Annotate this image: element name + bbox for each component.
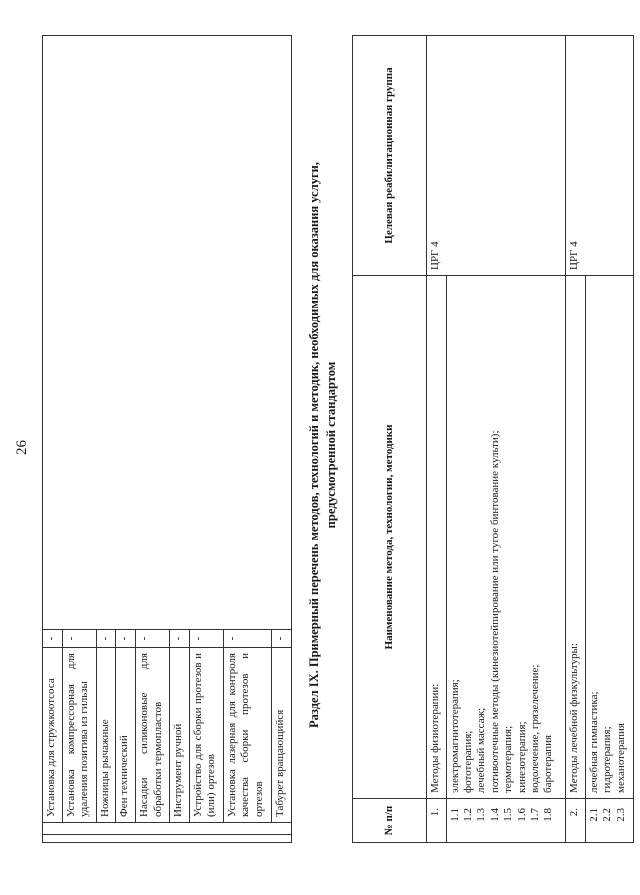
table-row (43, 36, 63, 843)
item-texts (446, 276, 566, 799)
equipment-name: Фен технический (116, 648, 136, 823)
page-number: 26 (14, 440, 30, 455)
table-row (427, 36, 447, 843)
group-title: Методы лечебной физкультуры: (566, 276, 586, 799)
blank-cell (43, 36, 292, 630)
group-number: 2. (566, 799, 586, 843)
method-item: термотерапия; (502, 725, 515, 793)
table-header-row (353, 36, 427, 843)
equipment-qty: - (136, 630, 170, 648)
equipment-name: Установка лазерная для контроля качества сборки протезов и ортезов (223, 648, 271, 823)
equipment-name: Устройство для сборки протезов и (или) ортезов (189, 648, 223, 823)
column-header-name: Наименование метода, технологии, методики (353, 276, 427, 799)
equipment-qty: - (43, 630, 63, 648)
equipment-qty: - (96, 630, 116, 648)
item-number: 1.8 (542, 808, 555, 822)
equipment-table (42, 35, 292, 843)
group-number: 1. (427, 799, 447, 843)
item-numbers (585, 799, 633, 843)
equipment-name: Инструмент ручной (170, 648, 190, 823)
method-item: баротерапия (542, 734, 555, 793)
equipment-qty: - (189, 630, 223, 648)
method-item: механотерапия (614, 723, 627, 793)
method-item: водолечение, грязелечение; (529, 664, 542, 793)
method-item: потивоотечные методы (кинезиотейпирование или тугое бинтование культи); (488, 430, 501, 793)
method-item: фототерапия; (462, 730, 475, 793)
method-item: лечебный массаж; (475, 707, 488, 793)
target-group: ЦРГ 4 (566, 36, 634, 276)
method-item: гидротерапия; (601, 726, 614, 793)
equipment-qty: - (223, 630, 271, 648)
section-title: Раздел IX. Примерный перечень методов, технологий и методик, необходимых для оказания услуги, предусмотренной стандартом (307, 162, 338, 728)
equipment-name: Ножницы рычажные (96, 648, 116, 823)
equipment-qty: - (116, 630, 136, 648)
item-number: 2.1 (587, 808, 600, 822)
equipment-name: Табурет вращающийся (272, 648, 292, 823)
blank-cell (43, 823, 292, 835)
method-item: электромагнитотерапия; (448, 679, 461, 793)
equipment-name: Установка для стружкоотсоса (43, 648, 63, 823)
equipment-qty: - (62, 630, 96, 648)
item-number: 1.5 (502, 808, 515, 822)
column-header-num: № п/п (353, 799, 427, 843)
blank-cell (43, 835, 292, 843)
item-number: 1.6 (515, 808, 528, 822)
table-row (566, 36, 586, 843)
item-number: 1.1 (448, 808, 461, 822)
column-header-group: Целевая реабилитационная группа (353, 36, 427, 276)
item-number: 1.4 (488, 808, 501, 822)
equipment-qty: - (170, 630, 190, 648)
group-title: Методы физиотерапии: (427, 276, 447, 799)
method-item: кинезотерапия; (515, 721, 528, 793)
item-number: 1.7 (529, 808, 542, 822)
item-number: 1.3 (475, 808, 488, 822)
equipment-name: Установка компрессорная для удаления позитива из гильзы (62, 648, 96, 823)
item-texts (585, 276, 633, 799)
item-number: 1.2 (462, 808, 475, 822)
method-item: лечебная гимнастика; (587, 691, 600, 793)
equipment-name: Насадки силиконовые для обработки термопластов (136, 648, 170, 823)
item-numbers (446, 799, 566, 843)
equipment-qty: - (272, 630, 292, 648)
item-number: 2.3 (614, 808, 627, 822)
item-number: 2.2 (601, 808, 614, 822)
target-group: ЦРГ 4 (427, 36, 566, 276)
methods-table (352, 35, 634, 843)
